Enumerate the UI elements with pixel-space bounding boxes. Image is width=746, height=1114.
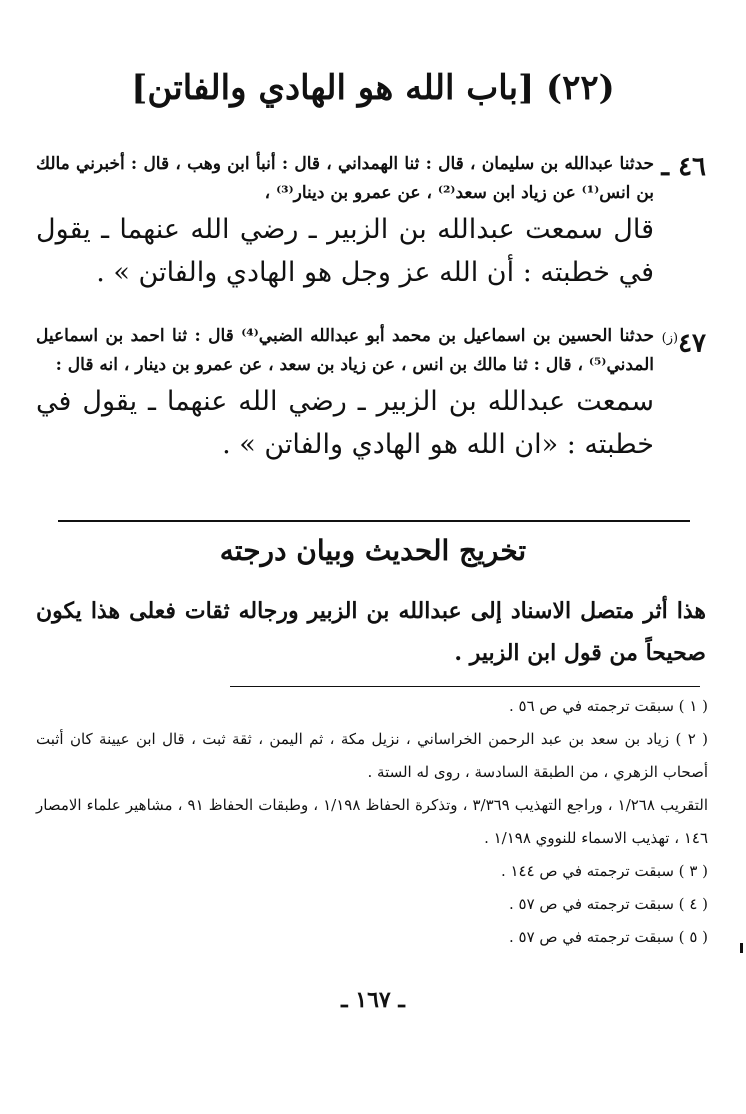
- margin-mark: [740, 943, 743, 953]
- matn-text: سمعت عبدالله بن الزبير ـ رضي الله عنهما ـ يقول في خطبته : «ان الله هو الهادي والفاتن » .: [36, 386, 654, 460]
- footnote-1: ( ١ ) سبقت ترجمته في ص ٥٦ .: [508, 697, 708, 715]
- entry-number-text: ٤٧: [678, 328, 706, 359]
- entry-body: [36, 150, 654, 294]
- section-heading: تخريج الحديث وبيان درجته: [219, 534, 527, 567]
- chapter-title: (٢٢) [باب الله هو الهادي والفاتن]: [131, 68, 615, 108]
- hadith-entry-47: [36, 322, 706, 466]
- footnote-divider: [230, 686, 700, 687]
- footnote-4: ( ٤ ) سبقت ترجمته في ص ٥٧ .: [508, 895, 708, 913]
- footnote-3: ( ٣ ) سبقت ترجمته في ص ١٤٤ .: [500, 862, 708, 880]
- entry-body: [36, 322, 654, 466]
- entry-number: [662, 322, 706, 361]
- verdict-text: هذا أثر متصل الاسناد إلى عبدالله بن الزبير ورجاله ثقات فعلى هذا يكون صحيحاً من قول ابن الزبير .: [36, 598, 706, 666]
- isnad-text: حدثنا الحسين بن اسماعيل بن محمد أبو عبدالله الضبي⁽⁴⁾ قال : ثنا احمد بن اسماعيل المدني⁽⁵⁾ ، قال : ثنا مالك بن انس ، عن زياد بن سعد ، عن عمرو بن دينار ، انه قال :: [36, 326, 654, 375]
- isnad-text: حدثنا عبدالله بن سليمان ، قال : ثنا الهمداني ، قال : أنبأ ابن وهب ، قال : أخبرني مالك بن انس⁽¹⁾ عن زياد ابن سعد⁽²⁾ ، عن عمرو بن دينار⁽³⁾ ،: [36, 154, 654, 203]
- entry-number: [661, 150, 706, 184]
- footnote-2: ( ٢ ) زياد بن سعد بن عبد الرحمن الخراساني ، نزيل مكة ، ثم اليمن ، ثقة ثبت ، قال ابن عيينة كان أثبت أصحاب الزهري ، من الطبقة السادسة ، روى له الستة .: [36, 730, 708, 781]
- footnote-5: ( ٥ ) سبقت ترجمته في ص ٥٧ .: [508, 928, 708, 946]
- matn-text: قال سمعت عبدالله بن الزبير ـ رضي الله عنهما ـ يقول في خطبته : أن الله عز وجل هو الهادي والفاتن » .: [36, 214, 654, 288]
- entry-number-text: ٤٦ ـ: [661, 152, 706, 182]
- entry-marker: (ز): [661, 331, 679, 346]
- hadith-entry-46: [36, 150, 706, 294]
- footnotes: [36, 690, 708, 954]
- section-divider: [58, 520, 690, 522]
- page-number: ـ ١٦٧ ـ: [341, 987, 405, 1013]
- footnote-2-sources: التقريب ١/٢٦٨ ، وراجع التهذيب ٣/٣٦٩ ، وتذكرة الحفاظ ١/١٩٨ ، وطبقات الحفاظ ٩١ ، مشاهير علماء الامصار ١٤٦ ، تهذيب الاسماء للنووي ١/١٩٨ .: [36, 796, 709, 847]
